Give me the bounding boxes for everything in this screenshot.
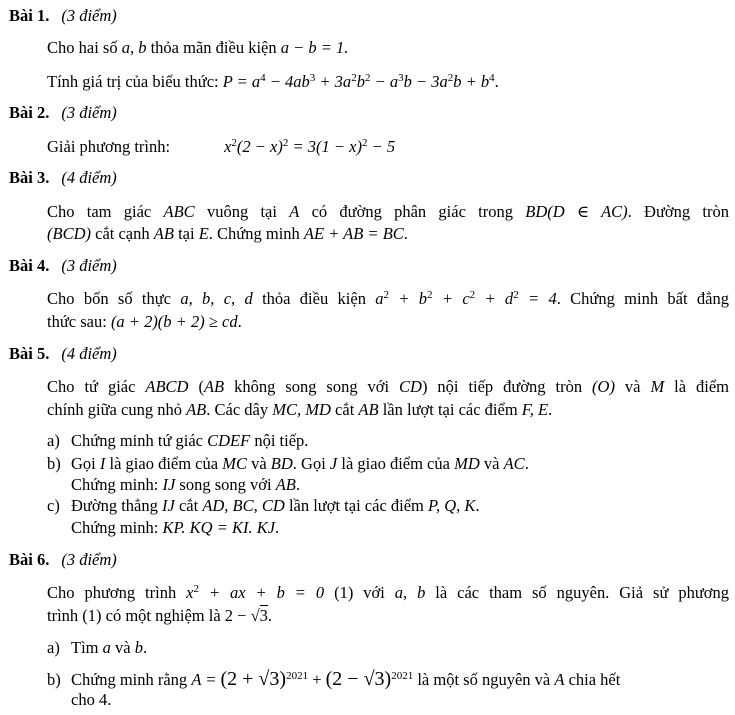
problem-6-line-2: trình (1) có một nghiệm là 2 − √3. <box>47 606 273 625</box>
problem-points: (3 điểm) <box>61 103 117 122</box>
problem-4-line-2: thức sau: (a + 2)(b + 2) ≥ cd. <box>47 312 242 331</box>
problem-5-part-b-claim: Chứng minh: IJ song song với AB. <box>71 475 300 494</box>
problem-title: Bài 4. <box>9 256 50 275</box>
problem-2-heading <box>9 103 117 124</box>
problem-title: Bài 1. <box>9 6 50 25</box>
problem-4-line-1: Cho bốn số thực a, b, c, d thỏa điều kiện $a^2 + b^2 + c^2 + d^2 = 4$. Chứng minh bất đẳng <box>47 289 729 308</box>
problem-6-heading <box>9 550 117 571</box>
problem-3-heading <box>9 168 117 189</box>
problem-2-line-1: Giải phương trình: $x^2(2 - x)^2 = 3(1 - x)^2 - 5$ <box>47 137 396 156</box>
problem-1-line-1: Cho hai số a, b thỏa mãn điều kiện a − b = 1. <box>47 38 349 57</box>
problem-title: Bài 5. <box>9 344 50 363</box>
problem-5-line-2: chính giữa cung nhỏ AB. Các dây MC, MD cắt AB lần lượt tại các điểm F, E. <box>47 400 553 419</box>
problem-5-line-1: Cho tứ giác ABCD (AB không song song với CD) nội tiếp đường tròn (O) và M là điểm <box>47 377 729 396</box>
problem-points: (3 điểm) <box>61 550 117 569</box>
problem-5-heading <box>9 344 117 365</box>
problem-5-part-c-claim: Chứng minh: KP. KQ = KI. KJ. <box>71 518 280 537</box>
problem-points: (3 điểm) <box>61 6 117 25</box>
problem-6-part-b: b) Chứng minh rằng $A = (2 + √3)^{2021} + (2 - √3)^{2021}$ là một số nguyên và A chia hết <box>47 668 621 690</box>
problem-1-heading <box>9 6 117 27</box>
problem-title: Bài 2. <box>9 103 50 122</box>
problem-points: (3 điểm) <box>61 256 117 275</box>
problem-3-line-2: (BCD) cắt cạnh AB tại E. Chứng minh AE + AB = BC. <box>47 224 408 243</box>
problem-6-part-b-continuation: cho 4. <box>71 690 112 709</box>
problem-5-part-a: a) Chứng minh tứ giác CDEF nội tiếp. <box>47 431 309 450</box>
problem-5-part-b: b) Gọi I là giao điểm của MC và BD. Gọi J là giao điểm của MD và AC. <box>47 454 529 473</box>
problem-5-part-c: c) Đường thẳng IJ cắt AD, BC, CD lần lượt tại các điểm P, Q, K. <box>47 496 480 515</box>
problem-points: (4 điểm) <box>61 344 117 363</box>
problem-title: Bài 6. <box>9 550 50 569</box>
problem-6-part-a: a) Tìm a và b. <box>47 638 148 657</box>
problem-points: (4 điểm) <box>61 168 117 187</box>
problem-3-line-1: Cho tam giác ABC vuông tại A có đường phân giác trong BD(D ∈ AC). Đường tròn <box>47 202 729 221</box>
problem-4-heading <box>9 256 117 277</box>
problem-6-line-1: Cho phương trình $x^2$ + ax + b = 0 (1) với a, b là các tham số nguyên. Giả sử phương <box>47 583 729 602</box>
problem-1-line-2: Tính giá trị của biểu thức: $P = a^4 - 4ab^3 + 3a^2b^2 - a^3b - 3a^2b + b^4$. <box>47 72 499 91</box>
problem-title: Bài 3. <box>9 168 50 187</box>
